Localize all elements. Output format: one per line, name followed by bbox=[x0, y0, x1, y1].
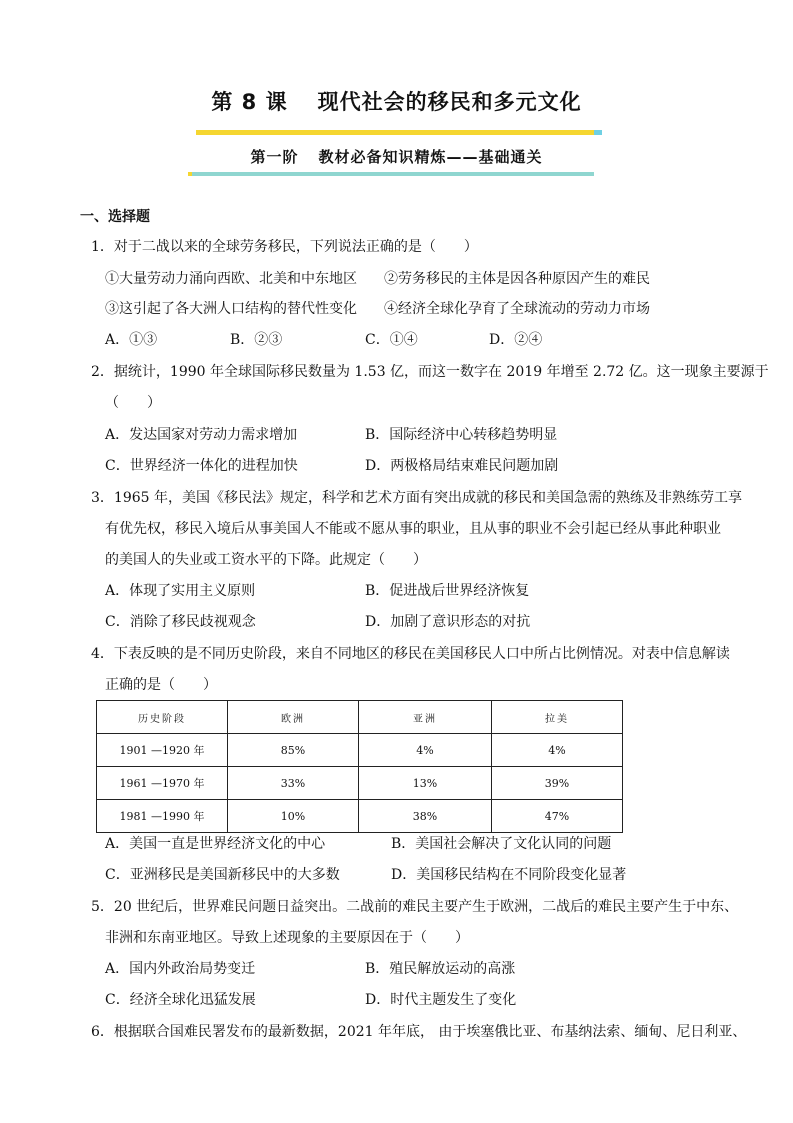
table-header-cell: 历史阶段 bbox=[97, 701, 228, 734]
q3-stem-line1: 3．1965 年，美国《移民法》规定，科学和艺术方面有突出成就的移民和美国急需的熟练及非熟练劳工享 bbox=[91, 490, 742, 506]
table-cell: 39% bbox=[492, 767, 623, 800]
q5-option-c[interactable]: C．经济全球化迅猛发展 bbox=[105, 992, 256, 1008]
q4-option-a[interactable]: A．美国一直是世界经济文化的中心 bbox=[105, 836, 326, 852]
table-header-cell: 欧洲 bbox=[228, 701, 359, 734]
q1-item-1: ①大量劳动力涌向西欧、北美和中东地区 bbox=[105, 271, 357, 287]
q3-stem-line2: 有优先权，移民入境后从事美国人不能或不愿从事的职业，且从事的职业不会引起已经从事此种职业 bbox=[105, 521, 721, 537]
table-row bbox=[97, 800, 623, 833]
page-title bbox=[0, 86, 793, 116]
table-cell: 38% bbox=[359, 800, 492, 833]
q2-stem-line1: 2．据统计，1990 年全球国际移民数量为 1.53 亿，而这一数字在 2019 年增至 2.72 亿。这一现象主要源于 bbox=[91, 364, 769, 380]
migration-table bbox=[96, 700, 623, 833]
q5-stem-line1: 5．20 世纪后，世界难民问题日益突出。二战前的难民主要产生于欧洲，二战后的难民主要产生于中东、 bbox=[91, 899, 739, 915]
q2-stem-line2: （ ） bbox=[105, 395, 161, 411]
table-cell: 47% bbox=[492, 800, 623, 833]
q4-stem-line1: 4．下表反映的是不同历史阶段，来自不同地区的移民在美国移民人口中所占比例情况。对表中信息解读 bbox=[91, 646, 730, 662]
stage-description: 教材必备知识精炼——基础通关 bbox=[318, 148, 543, 166]
q1-option-b[interactable]: B．②③ bbox=[230, 332, 283, 348]
table-header-cell: 亚洲 bbox=[359, 701, 492, 734]
table-cell: 10% bbox=[228, 800, 359, 833]
q1-item-3: ③这引起了各大洲人口结构的替代性变化 bbox=[105, 301, 357, 317]
table-cell: 1901 —1920 年 bbox=[97, 734, 228, 767]
q5-stem-line2: 非洲和东南亚地区。导致上述现象的主要原因在于（ ） bbox=[105, 930, 469, 946]
title-divider-top bbox=[196, 130, 600, 135]
table-cell: 1981 —1990 年 bbox=[97, 800, 228, 833]
stage-label: 第一阶 bbox=[250, 148, 299, 166]
table-header-row bbox=[97, 701, 623, 734]
q2-option-b[interactable]: B．国际经济中心转移趋势明显 bbox=[365, 427, 558, 443]
q5-option-d[interactable]: D．时代主题发生了变化 bbox=[365, 992, 517, 1008]
q1-stem: 1．对于二战以来的全球劳务移民，下列说法正确的是（ ） bbox=[91, 239, 478, 255]
q3-option-c[interactable]: C．消除了移民歧视观念 bbox=[105, 614, 256, 630]
title-divider-top-accent bbox=[594, 130, 602, 135]
q1-item-4: ④经济全球化孕育了全球流动的劳动力市场 bbox=[384, 301, 650, 317]
q2-option-c[interactable]: C．世界经济一体化的进程加快 bbox=[105, 458, 298, 474]
table-cell: 4% bbox=[492, 734, 623, 767]
table-row bbox=[97, 734, 623, 767]
table-row bbox=[97, 767, 623, 800]
section-heading: 一、选择题 bbox=[80, 209, 150, 225]
table-cell: 33% bbox=[228, 767, 359, 800]
q4-stem-line2: 正确的是（ ） bbox=[105, 677, 217, 693]
table-cell: 1961 —1970 年 bbox=[97, 767, 228, 800]
table-cell: 13% bbox=[359, 767, 492, 800]
table-header-cell: 拉美 bbox=[492, 701, 623, 734]
q4-option-b[interactable]: B．美国社会解决了文化认同的问题 bbox=[391, 836, 612, 852]
q1-item-2: ②劳务移民的主体是因各种原因产生的难民 bbox=[384, 271, 650, 287]
q2-option-d[interactable]: D．两极格局结束难民问题加剧 bbox=[365, 458, 559, 474]
subtitle-divider-bottom bbox=[192, 172, 594, 176]
q2-option-a[interactable]: A．发达国家对劳动力需求增加 bbox=[105, 427, 298, 443]
q3-option-a[interactable]: A．体现了实用主义原则 bbox=[105, 583, 256, 599]
lesson-title: 现代社会的移民和多元文化 bbox=[317, 90, 582, 114]
q1-option-d[interactable]: D．②④ bbox=[489, 332, 543, 348]
q4-option-c[interactable]: C．亚洲移民是美国新移民中的大多数 bbox=[105, 867, 340, 883]
stage-subtitle bbox=[0, 146, 793, 167]
q1-option-c[interactable]: C．①④ bbox=[365, 332, 418, 348]
q5-option-a[interactable]: A．国内外政治局势变迁 bbox=[105, 961, 256, 977]
q5-option-b[interactable]: B．殖民解放运动的高涨 bbox=[365, 961, 516, 977]
table-cell: 85% bbox=[228, 734, 359, 767]
q1-option-a[interactable]: A．①③ bbox=[105, 332, 158, 348]
q3-stem-line3: 的美国人的失业或工资水平的下降。此规定（ ） bbox=[105, 552, 427, 568]
q6-stem-line1: 6．根据联合国难民署发布的最新数据，2021 年年底， 由于埃塞俄比亚、布基纳法索、缅甸、尼日利亚、 bbox=[91, 1024, 747, 1040]
q3-option-b[interactable]: B．促进战后世界经济恢复 bbox=[365, 583, 530, 599]
table-cell: 4% bbox=[359, 734, 492, 767]
lesson-number: 第 8 课 bbox=[211, 90, 288, 114]
q4-option-d[interactable]: D．美国移民结构在不同阶段变化显著 bbox=[391, 867, 627, 883]
q3-option-d[interactable]: D．加剧了意识形态的对抗 bbox=[365, 614, 531, 630]
